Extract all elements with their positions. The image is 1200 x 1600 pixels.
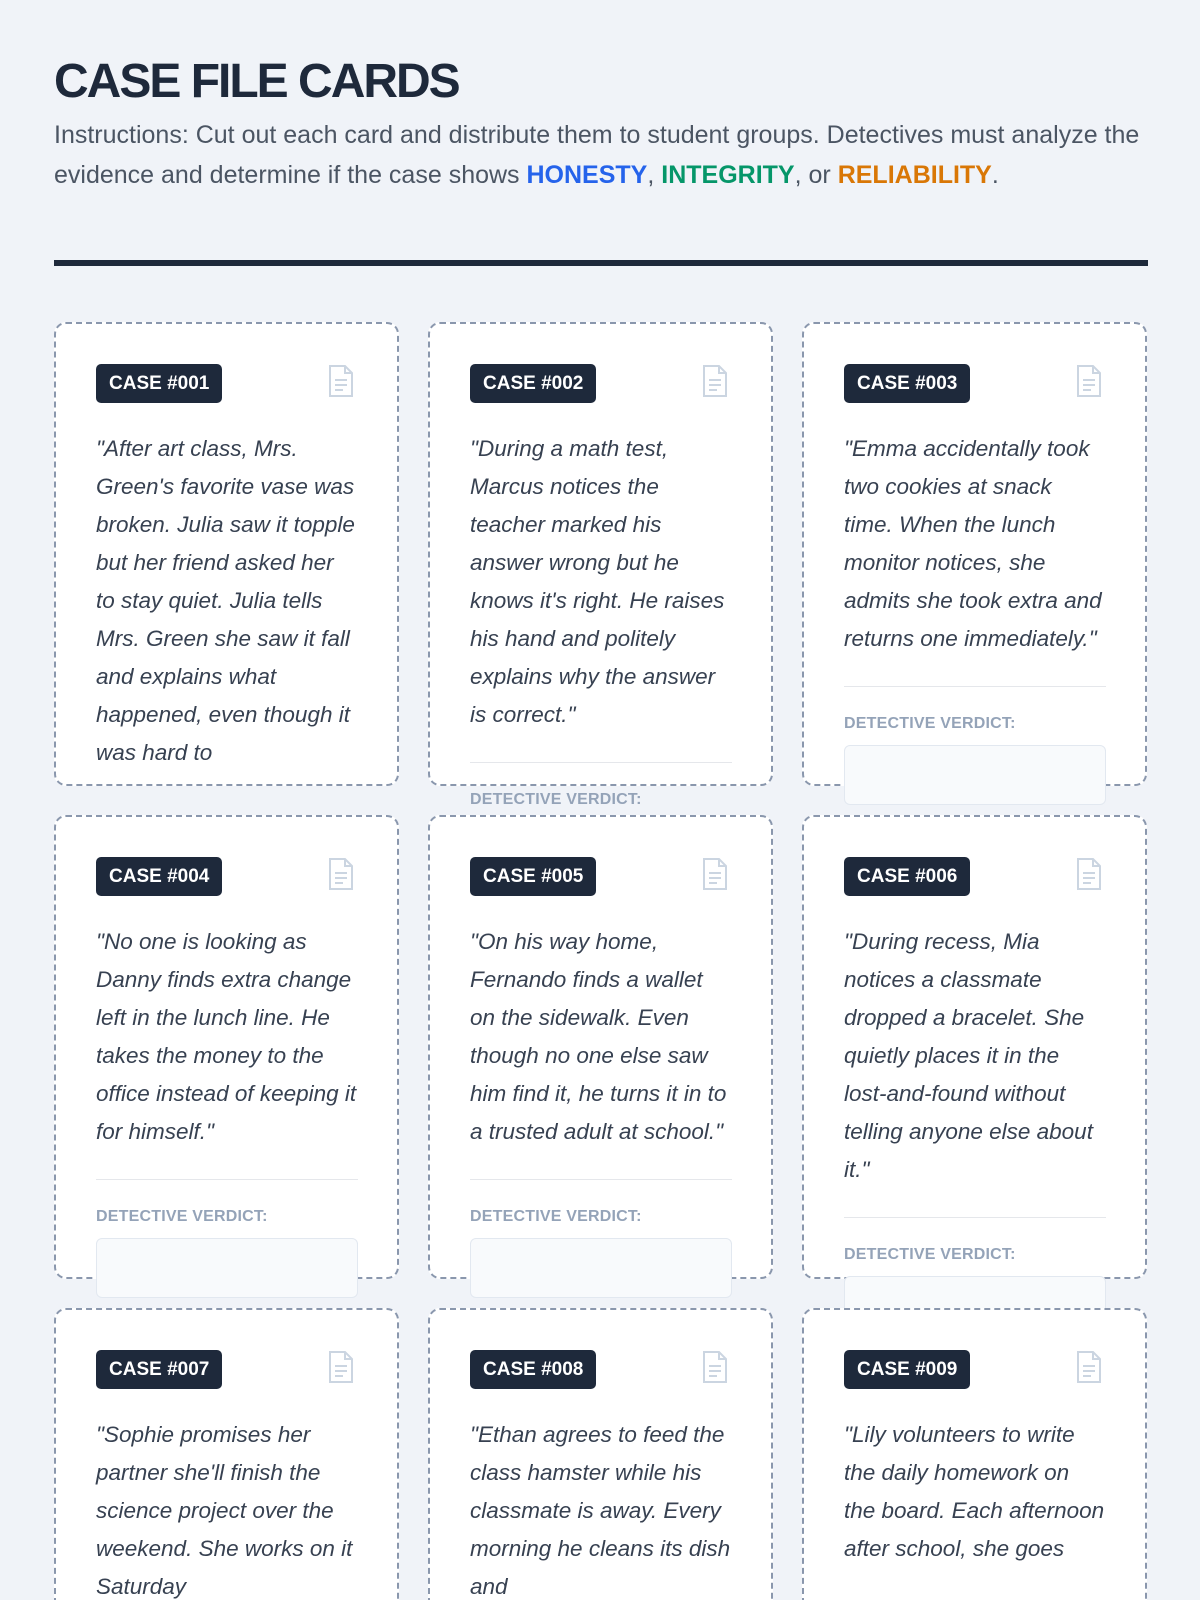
case-card — [54, 815, 399, 1279]
document-icon — [1074, 1350, 1104, 1384]
case-badge: CASE #009 — [844, 1350, 970, 1389]
keyword-integrity: INTEGRITY — [661, 161, 795, 189]
instructions-lead: Instructions: Cut out each card and distribute them to student groups. Detectives must analyze the evidence and determine if the case shows — [54, 121, 1140, 189]
case-card — [802, 815, 1147, 1279]
case-badge: CASE #003 — [844, 364, 970, 403]
verdict-answer-box[interactable] — [844, 745, 1106, 805]
case-card — [428, 1308, 773, 1600]
document-icon — [700, 364, 730, 398]
case-badge: CASE #001 — [96, 364, 222, 403]
case-card — [54, 1308, 399, 1600]
verdict-label: DETECTIVE VERDICT: — [470, 791, 642, 808]
verdict-answer-box[interactable] — [470, 1238, 732, 1298]
document-icon — [1074, 364, 1104, 398]
document-icon — [700, 1350, 730, 1384]
keyword-reliability: RELIABILITY — [837, 161, 992, 189]
verdict-answer-box[interactable] — [96, 1238, 358, 1298]
case-description: "During a math test, Marcus notices the teacher marked his answer wrong but he knows it's right. He raises his hand and politely explains why the answer is correct." — [470, 436, 725, 727]
card-divider — [470, 762, 732, 763]
card-divider — [844, 1217, 1106, 1218]
instructions-text — [54, 115, 1154, 195]
document-icon — [1074, 857, 1104, 891]
document-icon — [326, 857, 356, 891]
card-divider — [96, 1179, 358, 1180]
document-icon — [326, 364, 356, 398]
case-badge: CASE #005 — [470, 857, 596, 896]
case-description: "No one is looking as Danny finds extra change left in the lunch line. He takes the money to the office instead of keeping it for himself." — [96, 929, 357, 1144]
document-icon — [700, 857, 730, 891]
verdict-label: DETECTIVE VERDICT: — [844, 715, 1016, 732]
verdict-label: DETECTIVE VERDICT: — [470, 1208, 642, 1225]
verdict-label: DETECTIVE VERDICT: — [844, 1246, 1016, 1263]
case-card — [802, 1308, 1147, 1600]
case-description: "Sophie promises her partner she'll finish the science project over the weekend. She works on it Saturday — [96, 1422, 353, 1599]
case-card — [802, 322, 1147, 786]
case-card — [54, 322, 399, 786]
separator-1: , — [647, 161, 662, 189]
separator-2: , or — [794, 161, 838, 189]
case-badge: CASE #008 — [470, 1350, 596, 1389]
case-badge: CASE #006 — [844, 857, 970, 896]
case-description: "Emma accidentally took two cookies at snack time. When the lunch monitor notices, she admits she took extra and returns one immediately." — [844, 436, 1102, 651]
case-badge: CASE #007 — [96, 1350, 222, 1389]
page-title: CASE FILE CARDS — [54, 55, 459, 108]
keyword-honesty: HONESTY — [526, 161, 648, 189]
verdict-label: DETECTIVE VERDICT: — [96, 1208, 268, 1225]
case-badge: CASE #004 — [96, 857, 222, 896]
case-badge: CASE #002 — [470, 364, 596, 403]
case-card — [428, 815, 773, 1279]
header-divider — [54, 260, 1148, 266]
case-description: "Ethan agrees to feed the class hamster while his classmate is away. Every morning he cleans its dish and — [470, 1422, 731, 1599]
case-description: "During recess, Mia notices a classmate dropped a bracelet. She quietly places it in the lost-and-found without telling anyone else about it." — [844, 929, 1093, 1182]
case-description: "Lily volunteers to write the daily homework on the board. Each afternoon after school, she goes — [844, 1422, 1105, 1561]
card-divider — [470, 1179, 732, 1180]
case-description: "On his way home, Fernando finds a wallet on the sidewalk. Even though no one else saw him find it, he turns it in to a trusted adult at school." — [470, 929, 727, 1144]
card-divider — [844, 686, 1106, 687]
case-description: "After art class, Mrs. Green's favorite vase was broken. Julia saw it topple but her friend asked her to stay quiet. Julia tells Mrs. Green she saw it fall and explains what happened, even though it was hard to — [96, 436, 355, 765]
document-icon — [326, 1350, 356, 1384]
instructions-end: . — [991, 161, 999, 189]
case-card — [428, 322, 773, 808]
